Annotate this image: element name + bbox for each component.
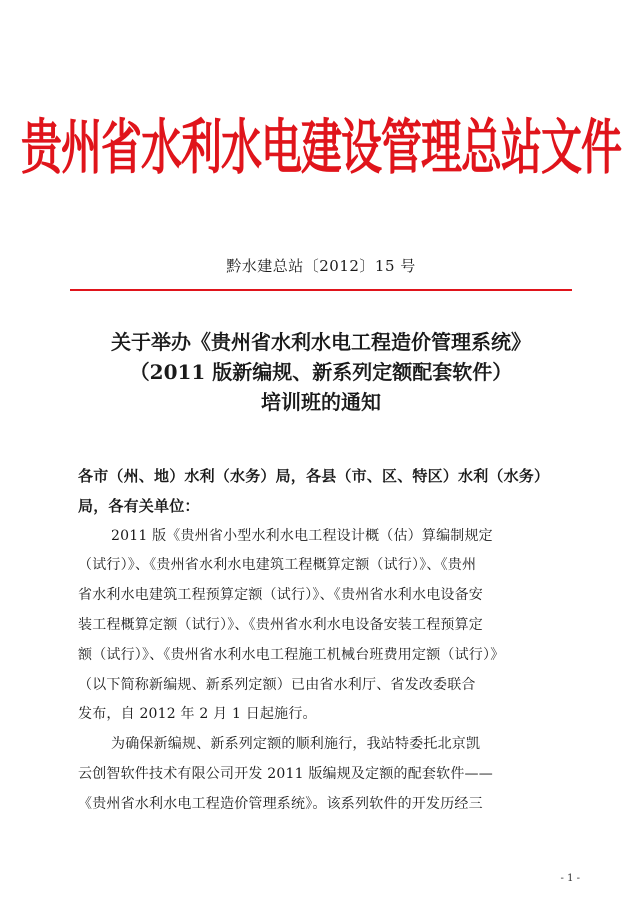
notice-body [78,462,578,820]
notice-title-line-1: 关于举办《贵州省水利水电工程造价管理系统》 [111,330,531,354]
paragraph-1-line-3: 省水利水电建筑工程预算定额（试行）》、《贵州省水利水电设备安 [78,587,483,604]
paragraph-1-line-5: 额（试行）》、《贵州省水利水电工程施工机械台班费用定额（试行）》 [78,646,505,663]
paragraph-1-line-1: 2011 版《贵州省小型水利水电工程设计概（估）算编制规定 [111,527,493,544]
document-number: 黔水建总站〔2012〕15 号 [226,257,416,275]
notice-title-line-3: 培训班的通知 [261,390,381,414]
paragraph-2-line-3: 《贵州省水利水电工程造价管理系统》。该系列软件的开发历经三 [78,795,483,812]
paragraph-2-line-2: 云创智软件技术有限公司开发 2011 版编规及定额的配套软件—— [78,765,493,782]
recipient-line-1: 各市（州、地）水利（水务）局，各县（市、区、特区）水利（水务） [78,467,550,485]
paragraph-1-line-2: （试行）》、《贵州省水利水电建筑工程概算定额（试行）》、《贵州 [78,557,477,574]
paragraph-1-line-4: 装工程概算定额（试行）》、《贵州省水利水电设备安装工程预算定 [78,616,483,633]
paragraph-1-line-7: 发布，自 2012 年 2 月 1 日起施行。 [78,706,317,723]
recipient-line-2: 局，各有关单位： [78,496,200,515]
red-divider-line [70,289,572,291]
notice-title-line-2: （2011 版新编规、新系列定额配套软件） [129,360,513,384]
paragraph-1-line-6: （以下简称新编规、新系列定额）已由省水利厅、省发改委联合 [78,676,476,693]
masthead-title: 贵州省水利水电建设管理总站文件 [21,112,621,183]
paragraph-2-line-1: 为确保新编规、新系列定额的顺利施行，我站特委托北京凯 [111,736,481,753]
page-number: - 1 - [560,873,580,884]
